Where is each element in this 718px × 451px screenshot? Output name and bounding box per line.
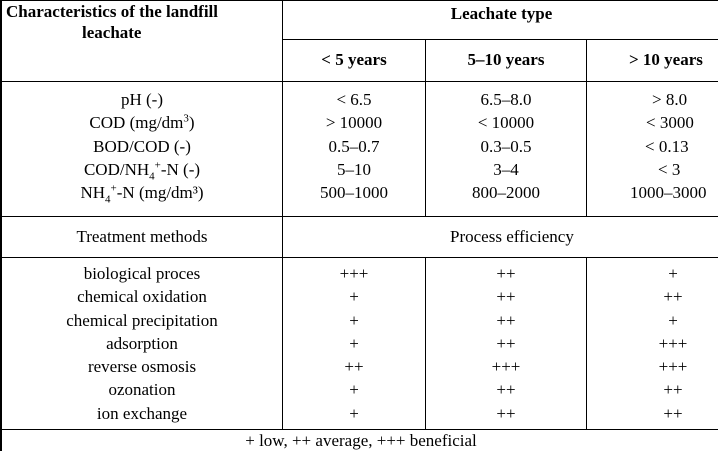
leachate-type-header: Leachate type: [450, 4, 553, 23]
parameter-labels: [2, 88, 282, 204]
treatment-method: chemical precipitation: [66, 310, 218, 330]
efficiency-value: +++: [658, 357, 688, 377]
efficiency-value: +: [349, 380, 359, 400]
divider-under-age-headers: [2, 81, 718, 82]
efficiency-value: +: [349, 333, 359, 353]
parameter-label: $NH_4^+-N$ (mg/dm³): [80, 182, 204, 206]
parameter-value: < 0.13: [645, 136, 689, 156]
treatment-method: reverse osmosis: [87, 357, 197, 377]
efficiency-value: ++: [496, 264, 516, 283]
efficiency-values-old: [587, 262, 718, 425]
efficiency-value: +: [349, 403, 359, 423]
efficiency-value: +: [668, 264, 678, 283]
divider-under-leachate-type: [282, 39, 718, 40]
divider-above-treatment-header: [2, 216, 718, 217]
efficiency-value: ++: [663, 287, 683, 307]
efficiency-value: ++: [496, 310, 516, 330]
efficiency-value: +: [668, 310, 678, 330]
treatment-method: ion exchange: [96, 403, 188, 423]
divider-below-treatment-header: [2, 257, 718, 258]
parameter-value: > 8.0: [652, 90, 688, 109]
efficiency-legend: + low, ++ average, +++ beneficial: [245, 431, 477, 450]
parameter-value: 6.5–8.0: [480, 90, 532, 109]
characteristics-header-line1: Characteristics of the landfill: [6, 2, 218, 21]
parameter-values-young: [283, 88, 425, 204]
treatment-method: biological proces: [83, 264, 201, 283]
efficiency-value: ++: [496, 333, 516, 353]
parameter-value: 500–1000: [320, 183, 388, 203]
age-header-old: > 10 years: [629, 50, 703, 69]
efficiency-value: ++: [663, 403, 683, 423]
efficiency-values-young: [283, 262, 425, 425]
parameter-value: < 3: [658, 159, 681, 179]
efficiency-value: ++: [344, 357, 364, 377]
parameter-value: 1000–3000: [630, 183, 707, 203]
efficiency-value: +: [349, 310, 359, 330]
parameter-values-medium: [426, 88, 586, 204]
efficiency-value: ++: [663, 380, 683, 400]
efficiency-value: +++: [491, 357, 521, 377]
treatment-methods-header: Treatment methods: [76, 227, 208, 246]
age-header-young: < 5 years: [321, 50, 387, 69]
efficiency-value: +: [349, 287, 359, 307]
parameter-value: 5–10: [337, 159, 371, 179]
parameter-value: < 3000: [646, 113, 694, 133]
characteristics-header-line2: leachate: [82, 23, 142, 42]
treatment-method: chemical oxidation: [77, 287, 207, 307]
age-header-medium: 5–10 years: [467, 50, 545, 69]
parameter-label: pH (-): [120, 90, 163, 109]
parameter-value: 0.5–0.7: [328, 136, 380, 156]
efficiency-value: ++: [496, 380, 516, 400]
parameter-value: < 10000: [477, 113, 535, 133]
efficiency-value: ++: [496, 287, 516, 307]
treatment-method-labels: [2, 262, 282, 425]
parameter-value: 3–4: [493, 159, 519, 179]
treatment-method: ozonation: [108, 380, 176, 400]
parameter-values-old: [587, 88, 718, 204]
parameter-label: COD/$NH_4^+-N$ (-): [83, 159, 201, 183]
efficiency-value: +++: [339, 264, 369, 283]
process-efficiency-header: Process efficiency: [450, 227, 574, 246]
parameter-value: 0.3–0.5: [480, 136, 532, 156]
efficiency-value: ++: [496, 403, 516, 423]
parameter-label: BOD/COD (-): [93, 136, 191, 156]
parameter-value: > 10000: [325, 113, 383, 133]
parameter-label: COD $(mg/dm^3)$: [89, 112, 195, 133]
efficiency-value: +++: [658, 333, 688, 353]
treatment-method: adsorption: [106, 333, 178, 353]
parameter-value: 800–2000: [472, 183, 540, 203]
characteristics-header: [6, 1, 282, 43]
parameter-value: < 6.5: [336, 90, 372, 109]
efficiency-values-medium: [426, 262, 586, 425]
